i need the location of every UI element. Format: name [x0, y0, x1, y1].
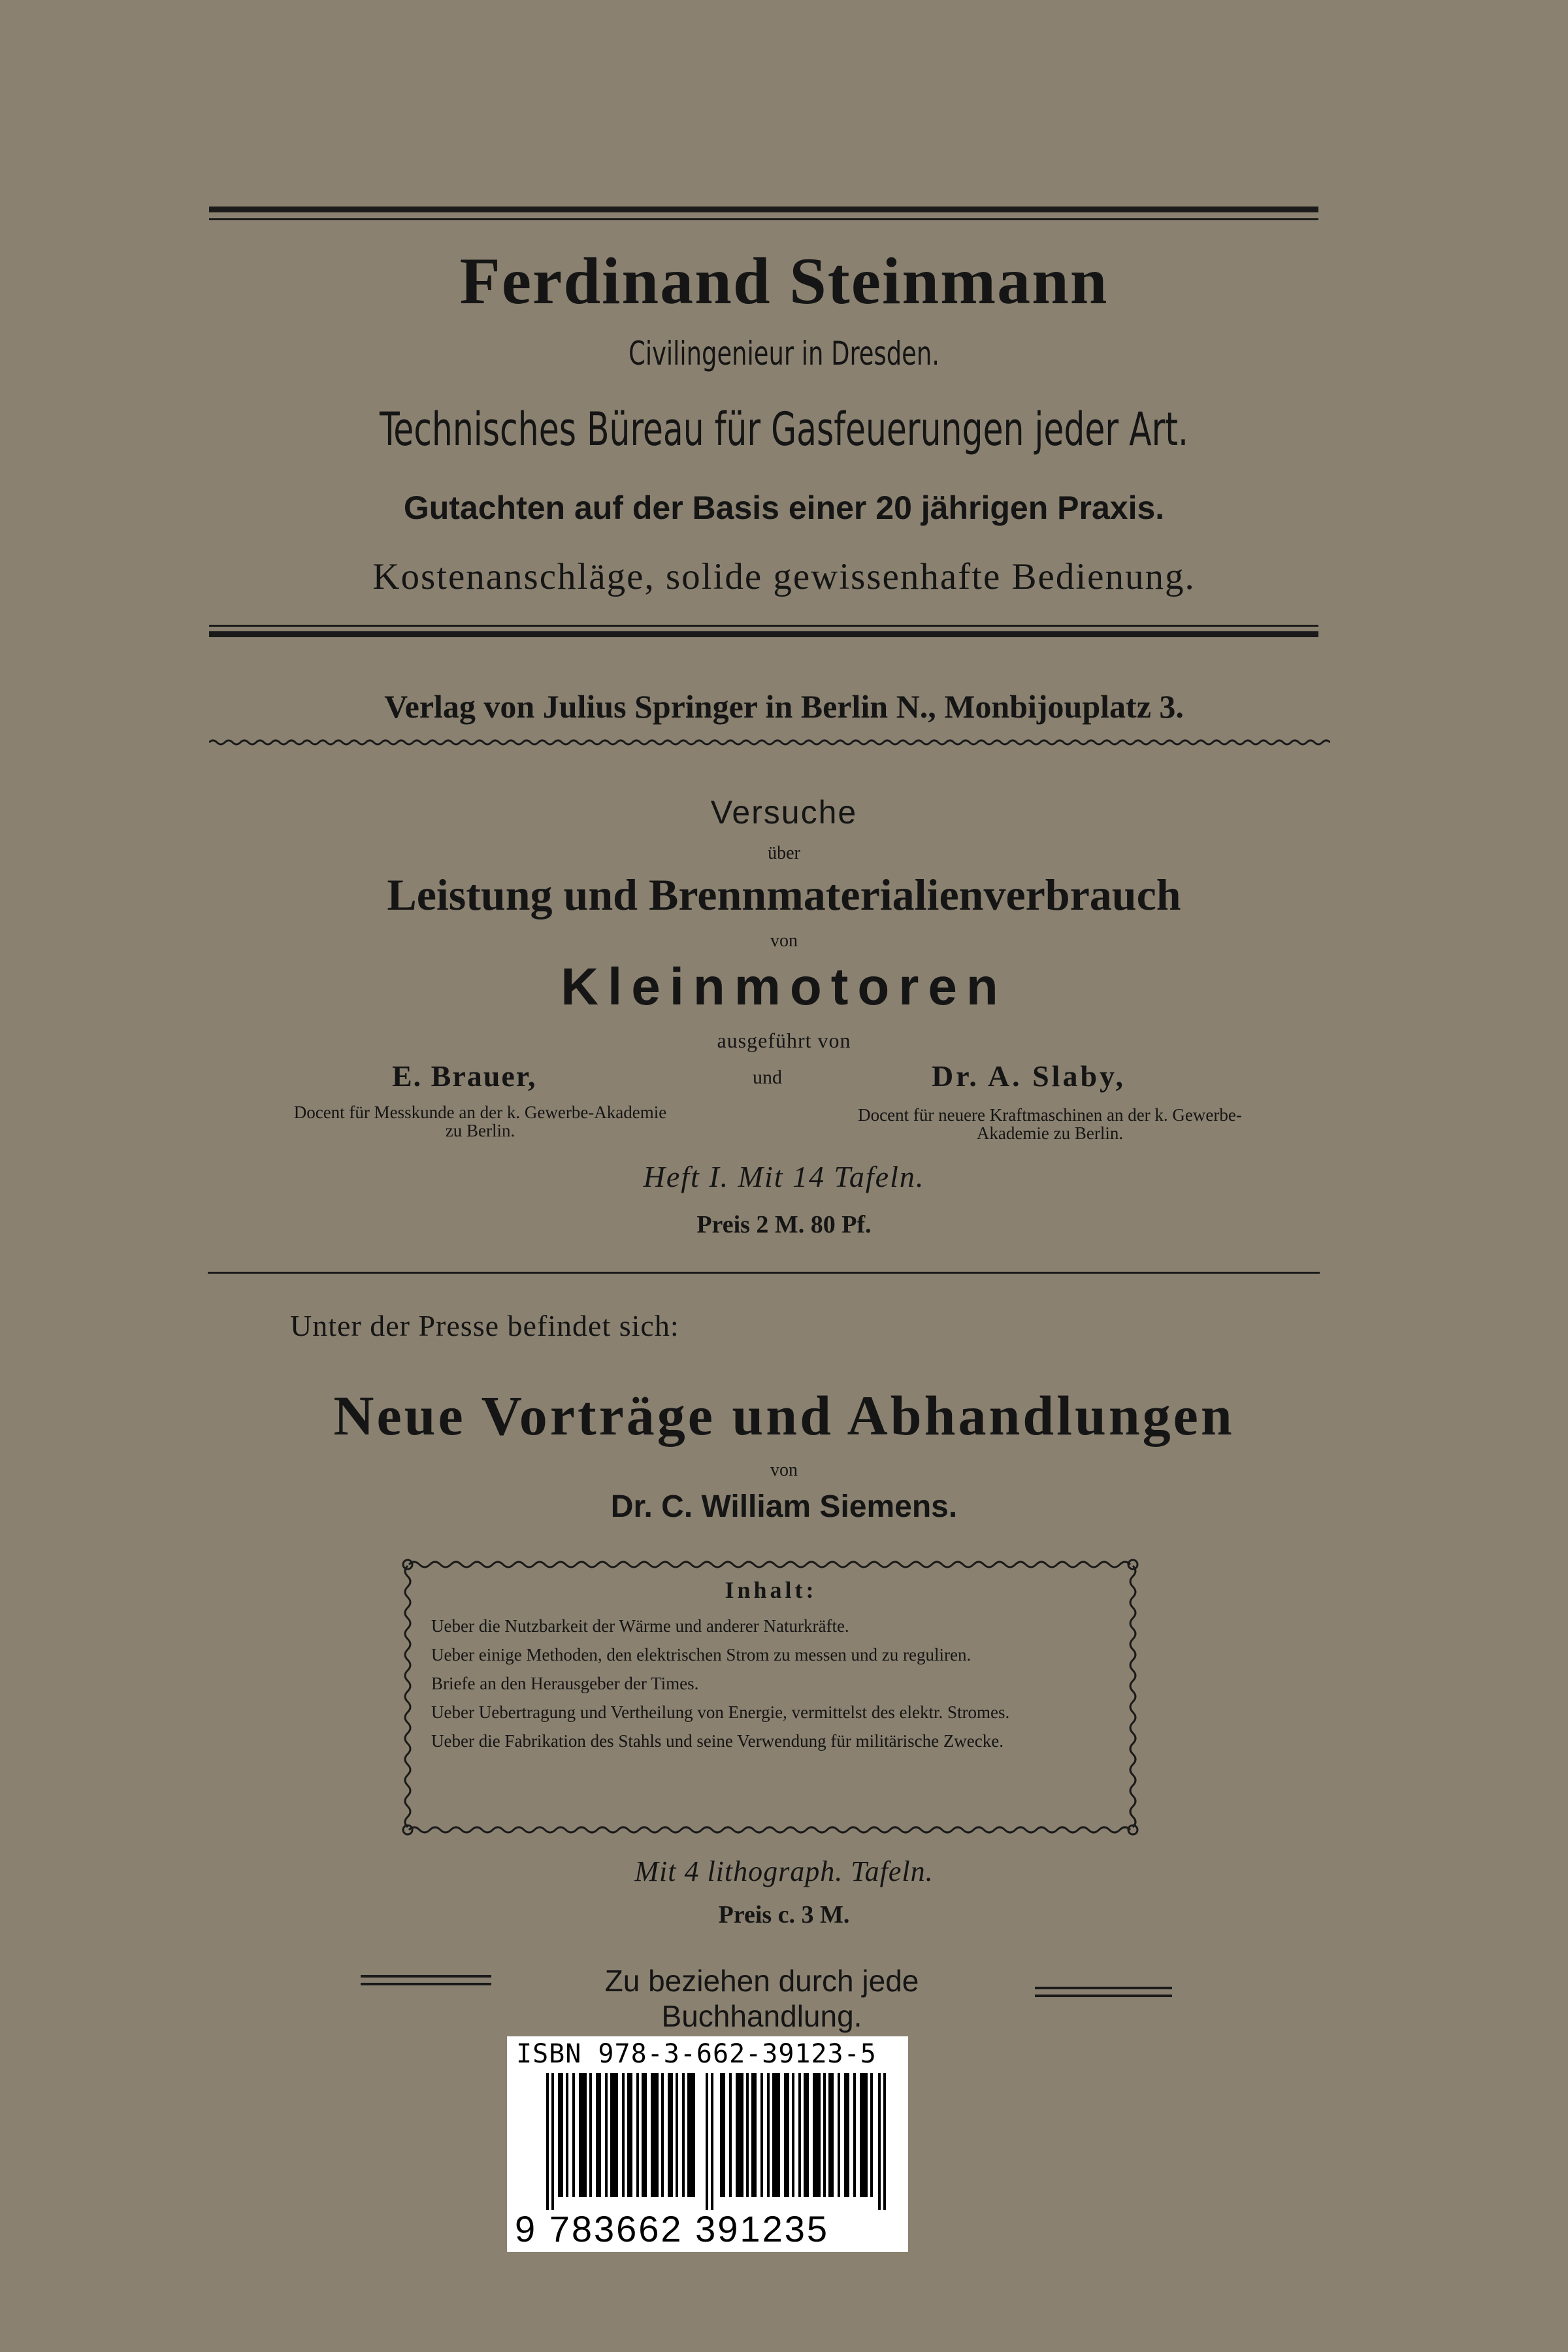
- advert-service: Kostenanschläge, solide gewissenhafte Bedienung.: [372, 556, 1196, 597]
- advert-bureau: Technisches Büreau für Gasfeuerungen jeder Art.: [379, 403, 1189, 456]
- footer-text: Zu beziehen durch jede Buchhandlung.: [604, 1964, 919, 2033]
- book1-title: Leistung und Brennmaterialienverbrauch: [387, 870, 1181, 919]
- book1-author2-desc: [779, 1106, 1321, 1142]
- isbn-barcode: [507, 2036, 908, 2252]
- book2-plates: Mit 4 lithograph. Tafeln.: [634, 1855, 934, 1887]
- book1-author2-desc-line2: Akademie zu Berlin.: [976, 1123, 1124, 1143]
- wavy-divider: [209, 737, 1330, 748]
- footer-rule-right-2: [1035, 1995, 1172, 1997]
- advert-expertise: Gutachten auf der Basis einer 20 jährigen Praxis.: [403, 489, 1165, 526]
- book2-title: Neue Vorträge und Abhandlungen: [333, 1384, 1235, 1447]
- book1-issue: Heft I. Mit 14 Tafeln.: [643, 1160, 925, 1193]
- book1-ueber: über: [768, 843, 800, 863]
- advert-role: Civilingenieur in Dresden.: [629, 335, 939, 373]
- contents-list: [431, 1576, 1111, 1759]
- isbn-digits: 9 783662 391235: [515, 2208, 829, 2249]
- book1-und: und: [753, 1067, 782, 1088]
- book1-subject: Kleinmotoren: [561, 957, 1007, 1016]
- footer-rule-left-1: [361, 1975, 491, 1978]
- book2-author: Dr. C. William Siemens.: [610, 1489, 958, 1524]
- book1-von: von: [770, 931, 798, 951]
- book1-author2-desc-line1: Docent für neuere Kraftmaschinen an der k. Gewerbe-: [858, 1105, 1242, 1125]
- contents-box: [400, 1557, 1142, 1838]
- top-rule-thick: [209, 207, 1318, 212]
- contents-title: Inhalt:: [725, 1577, 817, 1603]
- barcode-bars: [546, 2073, 886, 2210]
- book1-author1-desc: [222, 1103, 738, 1140]
- advert-name: Ferdinand Steinmann: [459, 244, 1109, 318]
- book1-author1-desc-line1: Docent für Messkunde an der k. Gewerbe-Akademie: [293, 1102, 667, 1122]
- book1-performed-by: ausgeführt von: [717, 1029, 851, 1052]
- contents-item: Ueber die Fabrikation des Stahls und seine Verwendung für militärische Zwecke.: [431, 1731, 1004, 1751]
- publisher-line: Verlag von Julius Springer in Berlin N., Monbijouplatz 3.: [384, 688, 1184, 725]
- section-separator: [208, 1272, 1320, 1274]
- footer-rule-right-1: [1035, 1987, 1172, 1989]
- book1-author1: E. Brauer,: [392, 1059, 537, 1093]
- book2-price: Preis c. 3 M.: [718, 1901, 850, 1929]
- isbn-label: ISBN 978-3-662-39123-5: [516, 2039, 877, 2069]
- contents-item: Ueber die Nutzbarkeit der Wärme und anderer Naturkräfte.: [431, 1616, 849, 1636]
- contents-item: Briefe an den Herausgeber der Times.: [431, 1674, 699, 1693]
- book1-author1-desc-line2: zu Berlin.: [445, 1121, 515, 1140]
- contents-item: Ueber Uebertragung und Vertheilung von Energie, vermittelst des elektr. Stromes.: [431, 1702, 1010, 1722]
- book2-von: von: [770, 1460, 798, 1480]
- top-rule-thin: [209, 218, 1318, 220]
- book1-price: Preis 2 M. 80 Pf.: [696, 1211, 872, 1238]
- footer-rule-left-2: [361, 1983, 491, 1985]
- book1-pre: Versuche: [710, 794, 858, 831]
- mid-rule-thick: [209, 631, 1318, 637]
- mid-rule-thin: [209, 625, 1318, 627]
- book1-author2: Dr. A. Slaby,: [932, 1059, 1126, 1093]
- contents-item: Ueber einige Methoden, den elektrischen Strom zu messen und zu reguliren.: [431, 1645, 972, 1665]
- book2-intro: Unter der Presse befindet sich:: [290, 1309, 679, 1342]
